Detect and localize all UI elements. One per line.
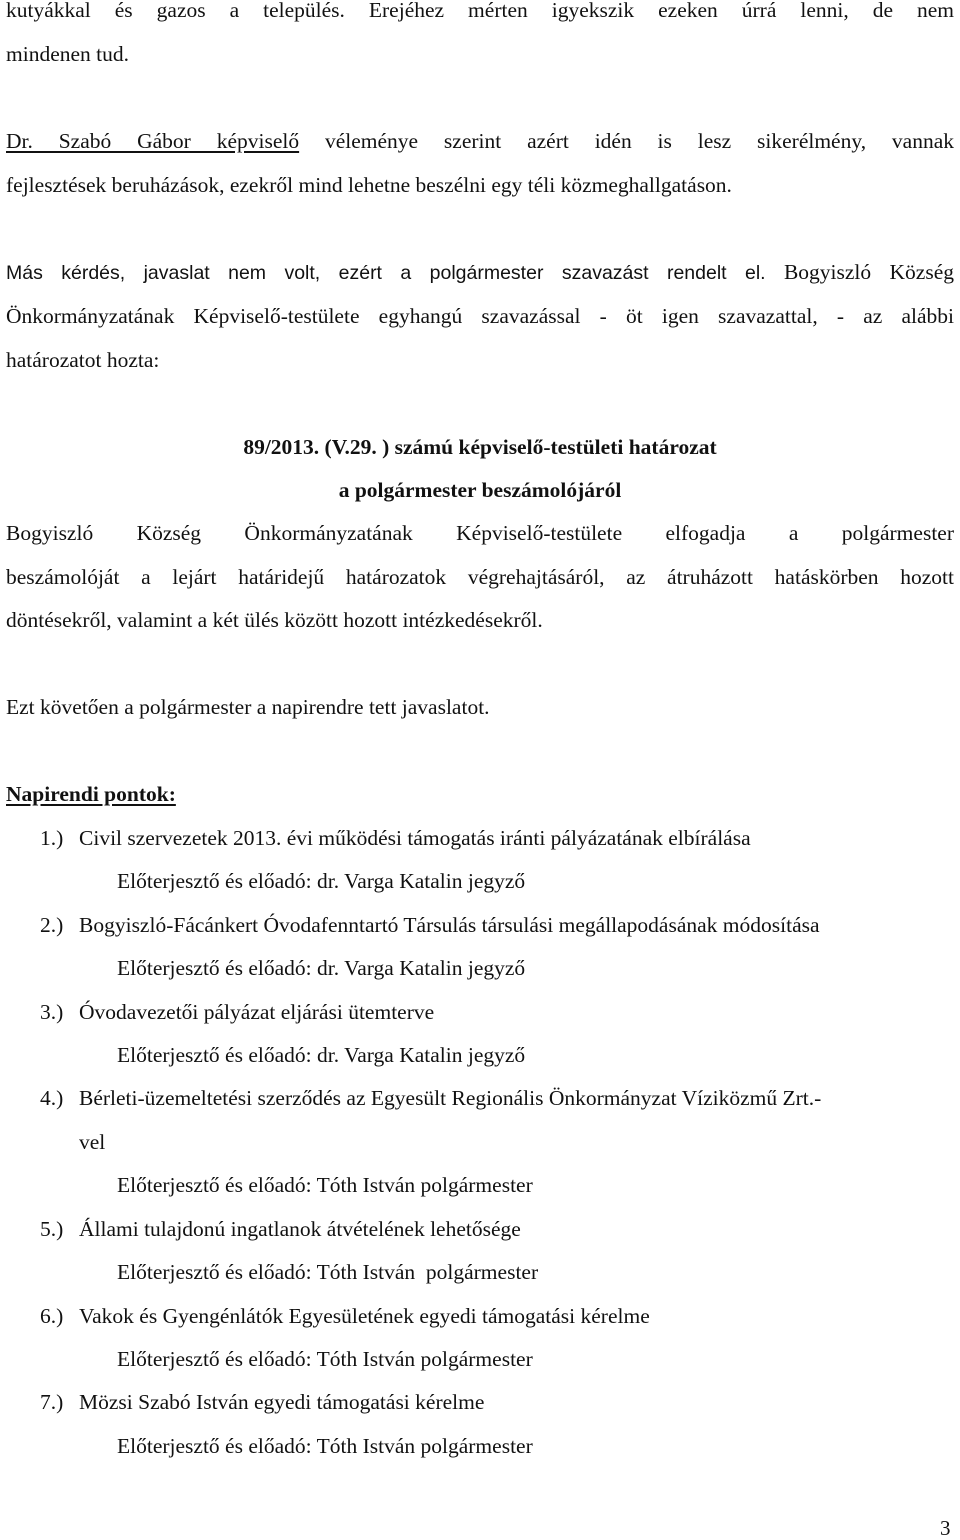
paragraph-3-line-2: Önkormányzatának Képviselő-testülete egyhangú szavazással - öt igen szavazattal, - az alábbi: [6, 304, 954, 328]
agenda-item-5-presenter: Előterjesztő és előadó: Tóth István polgármester: [117, 1260, 539, 1284]
agenda-item-4-presenter: Előterjesztő és előadó: Tóth István polgármester: [117, 1173, 533, 1197]
resolution-number: 89/2013. (V.29. ) számú képviselő-testületi határozat: [243, 435, 717, 459]
paragraph-1-line-2: mindenen tud.: [6, 42, 130, 66]
agenda-item-6-presenter: Előterjesztő és előadó: Tóth István polgármester: [117, 1347, 533, 1371]
agenda-item-4-number: 4.): [40, 1086, 64, 1110]
agenda-item-7-title: Mözsi Szabó István egyedi támogatási kérelme: [79, 1390, 485, 1414]
paragraph-2-line-1-rest: véleménye szerint azért idén is lesz sikerélmény, vannak: [299, 129, 955, 153]
paragraph-1-line-1: kutyákkal és gazos a település. Erejéhez mérten igyekszik ezeken úrrá lenni, de nem: [6, 0, 954, 22]
paragraph-2-line-1: [6, 128, 954, 154]
agenda-item-5-number: 5.): [40, 1217, 64, 1241]
agenda-item-7-presenter: Előterjesztő és előadó: Tóth István polgármester: [117, 1434, 533, 1458]
agenda-item-1-number: 1.): [40, 826, 64, 850]
paragraph-3-line-1-b: Bogyiszló Község: [765, 260, 954, 284]
agenda-item-4-title-continuation: vel: [79, 1130, 106, 1154]
agenda-item-1-presenter: Előterjesztő és előadó: dr. Varga Katalin jegyző: [117, 869, 526, 893]
agenda-item-5-title: Állami tulajdonú ingatlanok átvételének lehetősége: [79, 1217, 521, 1241]
agenda-item-6-number: 6.): [40, 1304, 64, 1328]
agenda-item-2-number: 2.): [40, 913, 64, 937]
agenda-item-1-title: Civil szervezetek 2013. évi működési támogatás iránti pályázatának elbírálása: [79, 826, 751, 850]
paragraph-3-line-1: [6, 259, 954, 286]
agenda-item-3-number: 3.): [40, 1000, 64, 1024]
resolution-subject: a polgármester beszámolójáról: [338, 478, 622, 502]
paragraph-2-line-2: fejlesztések beruházások, ezekről mind lehetne beszélni egy téli közmeghallgatáson.: [6, 173, 732, 197]
resolution-text-line-3: döntésekről, valamint a két ülés között hozott intézkedésekről.: [6, 608, 543, 632]
agenda-heading: Napirendi pontok:: [6, 782, 176, 806]
agenda-item-3-presenter: Előterjesztő és előadó: dr. Varga Katalin jegyző: [117, 1043, 526, 1067]
transition-sentence: Ezt követően a polgármester a napirendre tett javaslatot.: [6, 695, 490, 719]
speaker-name: Dr. Szabó Gábor képviselő: [6, 129, 300, 153]
agenda-item-6-title: Vakok és Gyengénlátók Egyesületének egyedi támogatási kérelme: [79, 1304, 650, 1328]
resolution-text-line-2: beszámolóját a lejárt határidejű határozatok végrehajtásáról, az átruházott hatáskörben hozott: [6, 565, 954, 589]
paragraph-3-line-1-a: Más kérdés, javaslat nem volt, ezért a polgármester szavazást rendelt el.: [6, 262, 766, 284]
agenda-item-2-presenter: Előterjesztő és előadó: dr. Varga Katalin jegyző: [117, 956, 526, 980]
agenda-item-3-title: Óvodavezetői pályázat eljárási ütemterve: [79, 1000, 435, 1024]
resolution-text-line-1: Bogyiszló Község Önkormányzatának Képviselő-testülete elfogadja a polgármester: [6, 521, 954, 545]
paragraph-3-line-3: határozatot hozta:: [6, 348, 160, 372]
agenda-item-4-title: Bérleti-üzemeltetési szerződés az Egyesült Regionális Önkormányzat Víziközmű Zrt.-: [79, 1086, 822, 1110]
agenda-item-2-title: Bogyiszló-Fácánkert Óvodafenntartó Társulás társulási megállapodásának módosítása: [79, 913, 820, 937]
agenda-item-7-number: 7.): [40, 1390, 64, 1414]
page-number: 3: [940, 1516, 951, 1540]
